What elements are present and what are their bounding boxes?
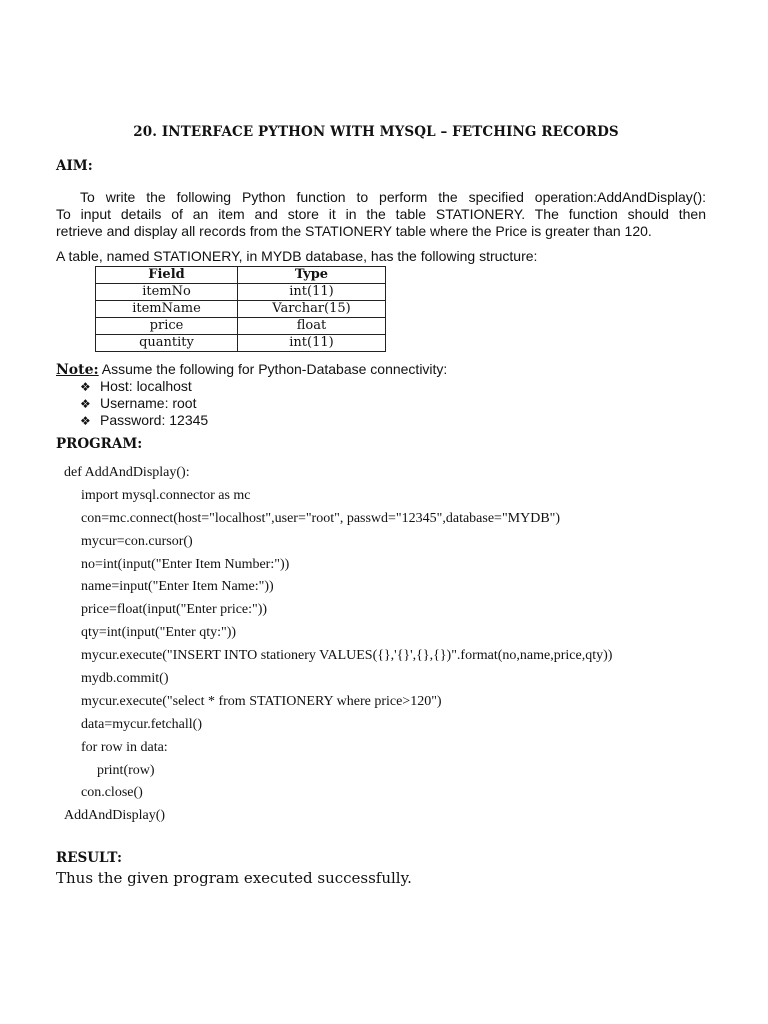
code-line: def AddAndDisplay(): bbox=[64, 465, 190, 480]
result-heading: RESULT: bbox=[56, 850, 122, 866]
table-cell: quantity bbox=[96, 335, 238, 352]
code-line: mycur.execute("select * from STATIONERY where price>120") bbox=[81, 693, 442, 709]
code-line: mycur=con.cursor() bbox=[81, 533, 193, 549]
aim-line: To input details of an item and store it in the table STATIONERY. The function should then bbox=[56, 206, 706, 222]
table-cell: float bbox=[238, 318, 386, 335]
list-item bbox=[80, 412, 208, 429]
code-line: qty=int(input("Enter qty:")) bbox=[81, 625, 237, 641]
code-line: name=input("Enter Item Name:")) bbox=[81, 579, 274, 595]
table-header-type: Type bbox=[238, 267, 386, 284]
list-item bbox=[80, 395, 208, 412]
table-intro: A table, named STATIONERY, in MYDB database, has the following structure: bbox=[56, 248, 538, 264]
table-cell: int(11) bbox=[238, 284, 386, 301]
diamond-bullet-icon: ❖ bbox=[80, 380, 91, 394]
diamond-bullet-icon: ❖ bbox=[80, 397, 91, 411]
list-item-text: Password: 12345 bbox=[100, 412, 209, 428]
note-line bbox=[56, 361, 447, 379]
note-label: Note: bbox=[56, 362, 99, 378]
diamond-bullet-icon: ❖ bbox=[80, 414, 91, 428]
connectivity-list bbox=[80, 378, 208, 429]
aim-paragraph bbox=[56, 189, 706, 240]
program-code bbox=[64, 462, 612, 828]
structure-table bbox=[95, 266, 386, 352]
code-line: AddAndDisplay() bbox=[64, 808, 166, 824]
note-text: Assume the following for Python-Database connectivity: bbox=[98, 361, 448, 377]
code-line: mycur.execute("INSERT INTO stationery VALUES({},'{}',{},{})".format(no,name,price,qty)) bbox=[81, 648, 613, 664]
code-line: data=mycur.fetchall() bbox=[81, 716, 203, 732]
table-cell: Varchar(15) bbox=[238, 301, 386, 318]
table-header-row bbox=[96, 267, 386, 284]
table-row bbox=[96, 284, 386, 301]
list-item-text: Host: localhost bbox=[100, 378, 192, 394]
table-cell: itemNo bbox=[96, 284, 238, 301]
list-item-text: Username: root bbox=[100, 395, 197, 411]
code-line: import mysql.connector as mc bbox=[81, 487, 251, 503]
table-row bbox=[96, 318, 386, 335]
code-line: con.close() bbox=[81, 785, 143, 801]
result-text: Thus the given program executed successfully. bbox=[56, 869, 412, 887]
list-item bbox=[80, 378, 208, 395]
code-line: mydb.commit() bbox=[81, 671, 169, 687]
table-row bbox=[96, 301, 386, 318]
table-cell: price bbox=[96, 318, 238, 335]
aim-line: retrieve and display all records from the STATIONERY table where the Price is greater than 120. bbox=[56, 223, 652, 239]
table-cell: itemName bbox=[96, 301, 238, 318]
code-line: for row in data: bbox=[81, 739, 168, 755]
aim-heading: AIM: bbox=[56, 158, 93, 174]
table-row bbox=[96, 335, 386, 352]
code-line: con=mc.connect(host="localhost",user="root", passwd="12345",database="MYDB") bbox=[81, 510, 561, 526]
code-line: price=float(input("Enter price:")) bbox=[81, 602, 268, 618]
page-title: 20. INTERFACE PYTHON WITH MYSQL – FETCHING RECORDS bbox=[133, 124, 619, 140]
program-heading: PROGRAM: bbox=[56, 436, 143, 452]
aim-line: To write the following Python function to perform the specified operation:AddAndDisplay(): bbox=[80, 189, 706, 205]
code-line: no=int(input("Enter Item Number:")) bbox=[81, 556, 290, 572]
code-line: print(row) bbox=[97, 762, 155, 778]
table-header-field: Field bbox=[96, 267, 238, 284]
table-cell: int(11) bbox=[238, 335, 386, 352]
